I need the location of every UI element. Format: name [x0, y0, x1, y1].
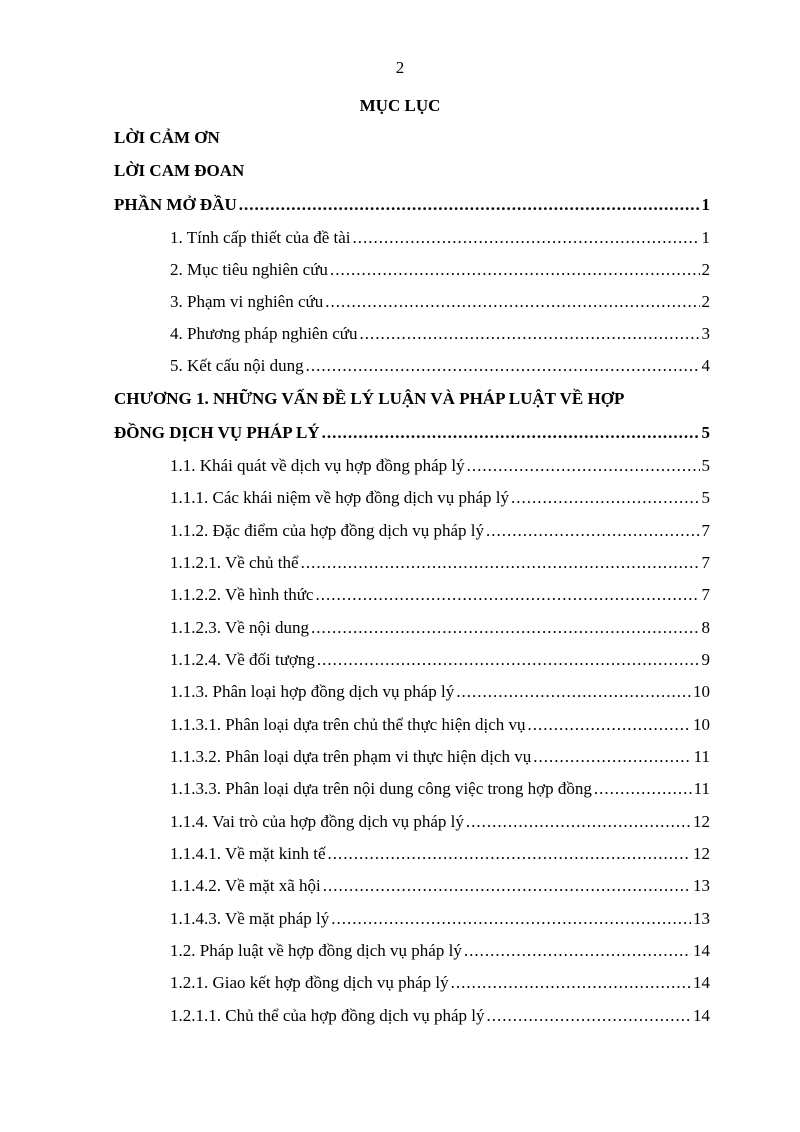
- dot-leader: [467, 456, 700, 476]
- toc-entry-1-1-4[interactable]: [170, 812, 710, 832]
- dot-leader: [306, 356, 700, 376]
- dot-leader: [594, 779, 692, 799]
- toc-entry-1-1-2-2[interactable]: [170, 585, 710, 605]
- toc-entry-page: 14: [693, 973, 710, 992]
- toc-entry-page: 7: [701, 585, 710, 604]
- toc-entry-page: 1: [701, 228, 710, 247]
- toc-entry-1-1-2-4[interactable]: [170, 650, 710, 670]
- toc-entry-1-1-3-1[interactable]: [170, 715, 710, 735]
- toc-entry-text: 1.1.2. Đặc điểm của hợp đồng dịch vụ pháp lý: [170, 521, 484, 540]
- toc-entry-text: 1.1.4.1. Về mặt kinh tế: [170, 844, 326, 863]
- dot-leader: [323, 876, 691, 896]
- dot-leader: [311, 618, 700, 638]
- toc-entry-text: PHẦN MỞ ĐẦU: [114, 195, 237, 214]
- page-number: 2: [395, 58, 405, 77]
- front-matter-thanks[interactable]: LỜI CẢM ƠN: [114, 128, 220, 147]
- toc-entry-text: 1.1.2.1. Về chủ thể: [170, 553, 299, 572]
- toc-entry-text: 1.1.2.4. Về đối tượng: [170, 650, 315, 669]
- toc-entry-page: 5: [701, 423, 710, 442]
- dot-leader: [328, 844, 692, 864]
- toc-entry-intro-2[interactable]: [170, 260, 710, 280]
- dot-leader: [528, 715, 691, 735]
- toc-entry-1-1-4-3[interactable]: [170, 909, 710, 929]
- toc-chapter1-line1[interactable]: CHƯƠNG 1. NHỮNG VẤN ĐỀ LÝ LUẬN VÀ PHÁP LUẬT VỀ HỢP: [114, 389, 625, 408]
- toc-entry-1-2-1[interactable]: [170, 973, 710, 993]
- front-matter-declaration[interactable]: LỜI CAM ĐOAN: [114, 161, 245, 180]
- toc-entry-text: 1. Tính cấp thiết của đề tài: [170, 228, 351, 247]
- toc-entry-1-1-3-2[interactable]: [170, 747, 710, 767]
- toc-entry-page: 5: [701, 488, 710, 507]
- dot-leader: [317, 650, 700, 670]
- toc-entry-text: 4. Phương pháp nghiên cứu: [170, 324, 358, 343]
- toc-entry-1-1-2[interactable]: [170, 521, 710, 541]
- toc-entry-1-1-3-3[interactable]: [170, 779, 710, 799]
- toc-entry-page: 14: [693, 941, 710, 960]
- toc-entry-intro[interactable]: [114, 195, 710, 215]
- toc-entry-text: 1.1.2.2. Về hình thức: [170, 585, 314, 604]
- toc-entry-text: 1.1.3.1. Phân loại dựa trên chủ thể thực hiện dịch vụ: [170, 715, 526, 734]
- toc-entry-text: 1.2.1.1. Chủ thể của hợp đồng dịch vụ pháp lý: [170, 1006, 485, 1025]
- toc-entry-page: 2: [701, 292, 710, 311]
- toc-entry-1-2-1-1[interactable]: [170, 1006, 710, 1026]
- toc-entry-text: 1.2.1. Giao kết hợp đồng dịch vụ pháp lý: [170, 973, 449, 992]
- toc-entry-page: 9: [701, 650, 710, 669]
- dot-leader: [239, 195, 700, 215]
- toc-entry-text: 1.1.4.2. Về mặt xã hội: [170, 876, 321, 895]
- toc-entry-page: 3: [701, 324, 710, 343]
- toc-entry-text: 1.1.4.3. Về mặt pháp lý: [170, 909, 330, 928]
- dot-leader: [330, 260, 700, 280]
- toc-entry-page: 11: [693, 779, 710, 798]
- toc-entry-text: 5. Kết cấu nội dung: [170, 356, 304, 375]
- toc-entry-text: 1.1.4. Vai trò của hợp đồng dịch vụ pháp lý: [170, 812, 464, 831]
- toc-entry-text: 1.1. Khái quát về dịch vụ hợp đồng pháp lý: [170, 456, 465, 475]
- toc-entry-page: 11: [693, 747, 710, 766]
- toc-entry-text: ĐỒNG DỊCH VỤ PHÁP LÝ: [114, 423, 320, 442]
- toc-entry-page: 14: [693, 1006, 710, 1025]
- dot-leader: [486, 521, 700, 541]
- toc-entry-page: 13: [693, 876, 710, 895]
- dot-leader: [451, 973, 691, 993]
- toc-entry-page: 12: [693, 812, 710, 831]
- dot-leader: [511, 488, 699, 508]
- toc-entry-1-1-2-3[interactable]: [170, 618, 710, 638]
- dot-leader: [301, 553, 700, 573]
- toc-entry-1-1[interactable]: [170, 456, 710, 476]
- dot-leader: [359, 324, 699, 344]
- toc-entry-page: 8: [701, 618, 710, 637]
- toc-entry-1-1-3[interactable]: [170, 682, 710, 702]
- toc-entry-page: 2: [701, 260, 710, 279]
- toc-entry-page: 10: [693, 682, 710, 701]
- toc-entry-1-1-2-1[interactable]: [170, 553, 710, 573]
- toc-entry-page: 7: [701, 521, 710, 540]
- toc-title: MỤC LỤC: [359, 96, 441, 115]
- toc-entry-text: 2. Mục tiêu nghiên cứu: [170, 260, 328, 279]
- dot-leader: [325, 292, 699, 312]
- toc-entry-page: 1: [701, 195, 710, 214]
- dot-leader: [456, 682, 691, 702]
- toc-entry-text: 1.1.2.3. Về nội dung: [170, 618, 309, 637]
- dot-leader: [466, 812, 691, 832]
- toc-entry-page: 4: [701, 356, 710, 375]
- toc-entry-1-1-1[interactable]: [170, 488, 710, 508]
- toc-entry-page: 7: [701, 553, 710, 572]
- toc-entry-1-1-4-1[interactable]: [170, 844, 710, 864]
- toc-entry-page: 12: [693, 844, 710, 863]
- toc-entry-intro-1[interactable]: [170, 228, 710, 248]
- toc-entry-intro-5[interactable]: [170, 356, 710, 376]
- dot-leader: [352, 228, 699, 248]
- dot-leader: [533, 747, 691, 767]
- toc-entry-text: 1.1.3. Phân loại hợp đồng dịch vụ pháp lý: [170, 682, 455, 701]
- toc-chapter1-line2[interactable]: [114, 423, 710, 443]
- dot-leader: [315, 585, 699, 605]
- toc-entry-text: 1.1.3.3. Phân loại dựa trên nội dung công việc trong hợp đồng: [170, 779, 592, 798]
- toc-entry-intro-4[interactable]: [170, 324, 710, 344]
- toc-entry-text: 1.1.1. Các khái niệm về hợp đồng dịch vụ pháp lý: [170, 488, 510, 507]
- toc-entry-1-1-4-2[interactable]: [170, 876, 710, 896]
- toc-entry-page: 10: [693, 715, 710, 734]
- dot-leader: [331, 909, 691, 929]
- toc-entry-page: 5: [701, 456, 710, 475]
- dot-leader: [486, 1006, 691, 1026]
- toc-entry-text: 1.2. Pháp luật về hợp đồng dịch vụ pháp lý: [170, 941, 462, 960]
- toc-entry-1-2[interactable]: [170, 941, 710, 961]
- toc-entry-text: 3. Phạm vi nghiên cứu: [170, 292, 324, 311]
- toc-entry-text: 1.1.3.2. Phân loại dựa trên phạm vi thực hiện dịch vụ: [170, 747, 532, 766]
- dot-leader: [322, 423, 700, 443]
- toc-entry-intro-3[interactable]: [170, 292, 710, 312]
- toc-entry-page: 13: [693, 909, 710, 928]
- dot-leader: [464, 941, 691, 961]
